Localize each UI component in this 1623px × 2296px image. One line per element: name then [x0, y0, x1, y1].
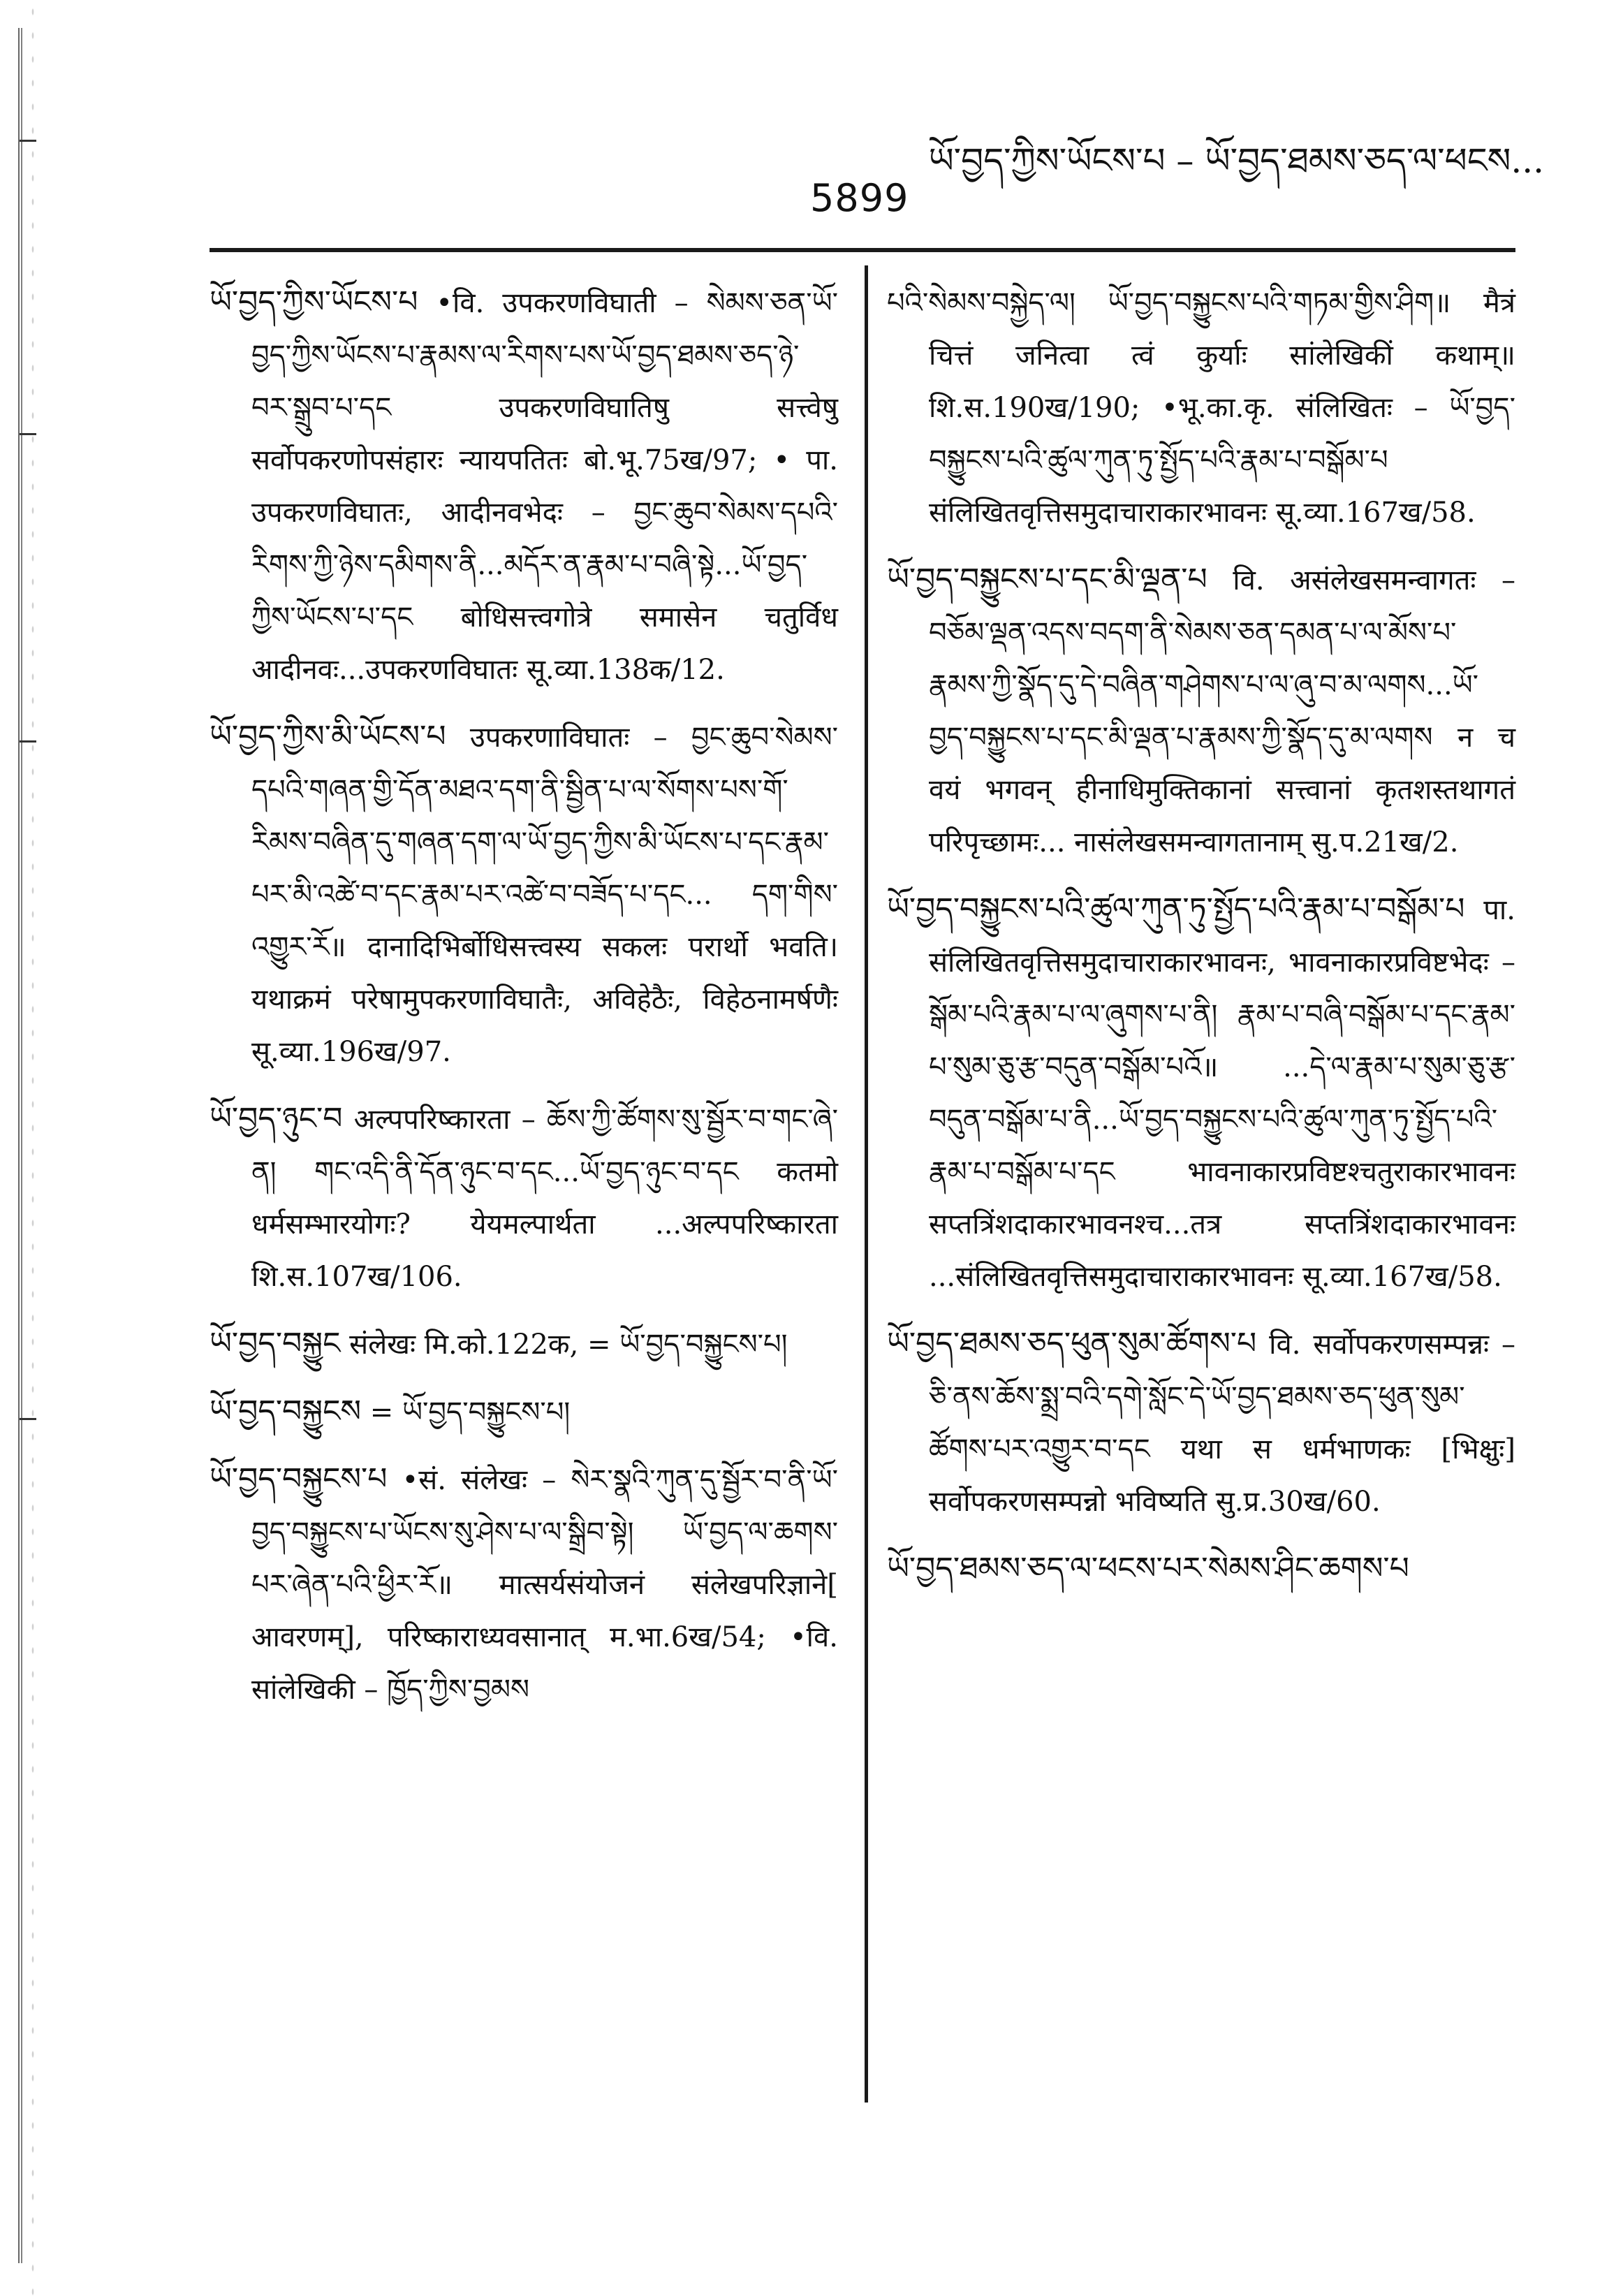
entry-text: = ཡོ་བྱད་བསྐྱུངས་པ།	[369, 1396, 571, 1428]
dictionary-entry	[887, 1542, 1515, 1596]
entry-headword: ཡོ་བྱད་ཉུང་བ	[210, 1101, 343, 1136]
entry-text: वि. सर्वोपकरणसम्पन्नः – ཅི་ནས་ཆོས་སྨྲ་བའི་དགེ་སློང་དེ་ཡོ་བྱད་ཐམས་ཅད་ཕུན་སུམ་ཚོགས་པར་འགྱུར་བ་དང यथा स धर्मभाणकः [भिक्षुः] सर्वोपकरणसम्पन्नो भविष्यति सु.प्र.30ख/60.	[929, 1329, 1515, 1518]
entry-text: པའི་སེམས་བསྐྱེད་ལ། ཡོ་བྱད་བསྐྱུངས་པའི་གཏམ་གྱིས་ཤིག॥ मैत्रं चित्तं जनित्वा त्वं कुर्याः सांलेखिकीं कथाम्॥ शि.स.190ख/190; •भू.का.कृ. संलिखितः – ཡོ་བྱད་བསྐྱུངས་པའི་ཚུལ་ཀུན་ཏུ་སྤྱོད་པའི་རྣམ་པ་བསྒོམ་པ संलिखितवृत्तिसमुदाचाराकारभावनः सू.व्या.167ख/58.	[887, 287, 1515, 529]
binding-edge-mark	[20, 740, 36, 743]
right-column	[887, 276, 1515, 1610]
binding-edge-speckle	[29, 0, 36, 2296]
dictionary-entry	[887, 553, 1515, 869]
dictionary-entry	[887, 883, 1515, 1303]
entry-headword: ཡོ་བྱད་བསྐྱུངས་པ	[210, 1461, 388, 1497]
dictionary-entry	[210, 1385, 838, 1439]
entry-headword: ཡོ་བྱད་བསྐྱུང	[210, 1326, 341, 1361]
dictionary-entry	[210, 1092, 838, 1303]
running-head: ཡོ་བྱད་ཀྱིས་ཡོངས་པ – ཡོ་བྱད་ཐམས་ཅད་ལ་ཕངས...	[928, 140, 1545, 181]
dictionary-entry	[887, 1317, 1515, 1528]
page-number: 5899	[810, 176, 909, 220]
entry-headword: ཡོ་བྱད་ཀྱིས་ཡོངས་པ	[210, 284, 418, 320]
dictionary-entry	[210, 1453, 838, 1716]
dictionary-entry	[210, 1317, 838, 1371]
page-header	[810, 140, 1545, 220]
entry-text: वि. असंलेखसमन्वागतः – བཅོམ་ལྡན་འདས་བདག་ནི་སེམས་ཅན་དམན་པ་ལ་མོས་པ་རྣམས་ཀྱི་སྣོད་དུ་དེ་བཞིན་གཤེགས་པ་ལ་ཞུ་བ་མ་ལགས...ཡོ་བྱད་བསྐྱུངས་པ་དང་མི་ལྡན་པ་རྣམས་ཀྱི་སྣོད་དུ་མ་ལགས न च वयं भगवन् हीनाधिमुक्तिकानां सत्त्वानां कृतशस्तथागतं परिपृच्छामः... नासंलेखसमन्वागतानाम् सु.प.21ख/2.	[929, 564, 1516, 858]
dictionary-entry	[210, 276, 838, 696]
column-divider	[865, 265, 868, 2103]
entry-headword: ཡོ་བྱད་བསྐྱུངས	[210, 1394, 362, 1429]
left-column	[210, 276, 838, 1730]
binding-edge-mark	[20, 140, 36, 142]
entry-headword: ཡོ་བྱད་བསྐྱུངས་པའི་ཚུལ་ཀུན་ཏུ་སྤྱོད་པའི་རྣམ་པ་བསྒོམ་པ	[887, 891, 1465, 927]
entry-headword: ཡོ་བྱད་ཀྱིས་མི་ཡོངས་པ	[210, 719, 446, 754]
entry-text: पा. संलिखितवृत्तिसमुदाचाराकारभावनः, भावनाकारप्रविष्टभेदः – སྒོམ་པའི་རྣམ་པ་ལ་ཞུགས་པ་ནི། རྣམ་པ་བཞི་བསྒོམ་པ་དང་རྣམ་པ་སུམ་ཅུ་རྩ་བདུན་བསྒོམ་པའོ॥ ...དེ་ལ་རྣམ་པ་སུམ་ཅུ་རྩ་བདུན་བསྒོམ་པ་ནི...ཡོ་བྱད་བསྐྱུངས་པའི་ཚུལ་ཀུན་ཏུ་སྤྱོད་པའི་རྣམ་པ་བསྒོམ་པ་དང भावनाकारप्रविष्टश्चतुराकारभावनः सप्तत्रिंशदाकारभावनश्च...तत्र सप्तत्रिंशदाकारभावनः ...संलिखितवृत्तिसमुदाचाराकारभावनः सू.व्या.167ख/58.	[929, 894, 1515, 1293]
dictionary-entry-continued	[887, 276, 1515, 539]
entry-text: •वि. उपकरणविघाती – སེམས་ཅན་ཡོ་བྱད་ཀྱིས་ཡོངས་པ་རྣམས་ལ་རིགས་པས་ཡོ་བྱད་ཐམས་ཅད་ཉེ་བར་སྒྲུབ་པ་དང उपकरणविघातिषु सत्त्वेषु सर्वोपकरणोपसंहारः न्यायपतितः बो.भू.75ख/97; • पा. उपकरणविघातः, आदीनवभेदः – བྱང་ཆུབ་སེམས་དཔའི་རིགས་ཀྱི་ཉེས་དམིགས་ནི...མདོར་ན་རྣམ་པ་བཞི་སྟེ...ཡོ་བྱད་ཀྱིས་ཡོངས་པ་དང बोधिसत्त्वगोत्रे समासेन चतुर्विध आदीनवः...उपकरणविघातः सू.व्या.138क/12.	[251, 287, 838, 686]
binding-edge-mark	[20, 1418, 36, 1420]
entry-text: संलेखः मि.को.122क, = ཡོ་བྱད་བསྐྱུངས་པ།	[349, 1329, 788, 1361]
binding-edge-mark	[20, 433, 36, 435]
entry-text: अल्पपरिष्कारता – ཆོས་ཀྱི་ཚོགས་སུ་སྦྱོར་བ་གང་ཞེ་ན། གང་འདི་ནི་དོན་ཉུང་བ་དང...ཡོ་བྱད་ཉུང་བ་དང कतमो धर्मसम्भारयोगः? येयमल्पार्थता ...अल्पपरिष्कारता शि.स.107ख/106.	[251, 1104, 839, 1293]
binding-edge-line	[18, 28, 22, 2263]
header-rule	[210, 248, 1515, 252]
entry-headword: ཡོ་བྱད་བསྐྱུངས་པ་དང་མི་ལྡན་པ	[887, 562, 1207, 597]
dictionary-entry	[210, 710, 838, 1078]
entry-headword: ཡོ་བྱད་ཐམས་ཅད་ཕུན་སུམ་ཚོགས་པ	[887, 1326, 1257, 1361]
entry-text: •सं. संलेखः – སེར་སྣའི་ཀུན་དུ་སྦྱོར་བ་ནི་ཡོ་བྱད་བསྐྱུངས་པ་ཡོངས་སུ་ཤེས་པ་ལ་སྒྲིབ་སྟེ། ཡོ་བྱད་ལ་ཆགས་པར་ཞེན་པའི་ཕྱིར་རོ॥ मात्सर्यसंयोजनं संलेखपरिज्ञाने[ आवरणम्], परिष्काराध्यवसानात् म.भा.6ख/54; •वि. सांलेखिकी – ཁྱོད་ཀྱིས་བྱམས	[251, 1464, 838, 1706]
entry-headword: ཡོ་བྱད་ཐམས་ཅད་ལ་ཕངས་པར་སེམས་ཤིང་ཆགས་པ	[887, 1551, 1409, 1586]
entry-text: उपकरणाविघातः – བྱང་ཆུབ་སེམས་དཔའི་གཞན་གྱི་དོན་མཐའ་དག་ནི་སྦྱིན་པ་ལ་སོགས་པས་གོ་རིམས་བཞིན་དུ་གཞན་དག་ལ་ཡོ་བྱད་ཀྱིས་མི་ཡོངས་པ་དང་རྣམ་པར་མི་འཚེ་བ་དང་རྣམ་པར་འཚེ་བ་བཟོད་པ་དང... དག་གིས་འགྱུར་རོ॥ दानादिभिर्बोधिसत्त्वस्य सकलः परार्थो भवति। यथाक्रमं परेषामुपकरणाविघातैः, अविहेठैः, विहेठनामर्षणैः सू.व्या.196ख/97.	[251, 722, 839, 1068]
